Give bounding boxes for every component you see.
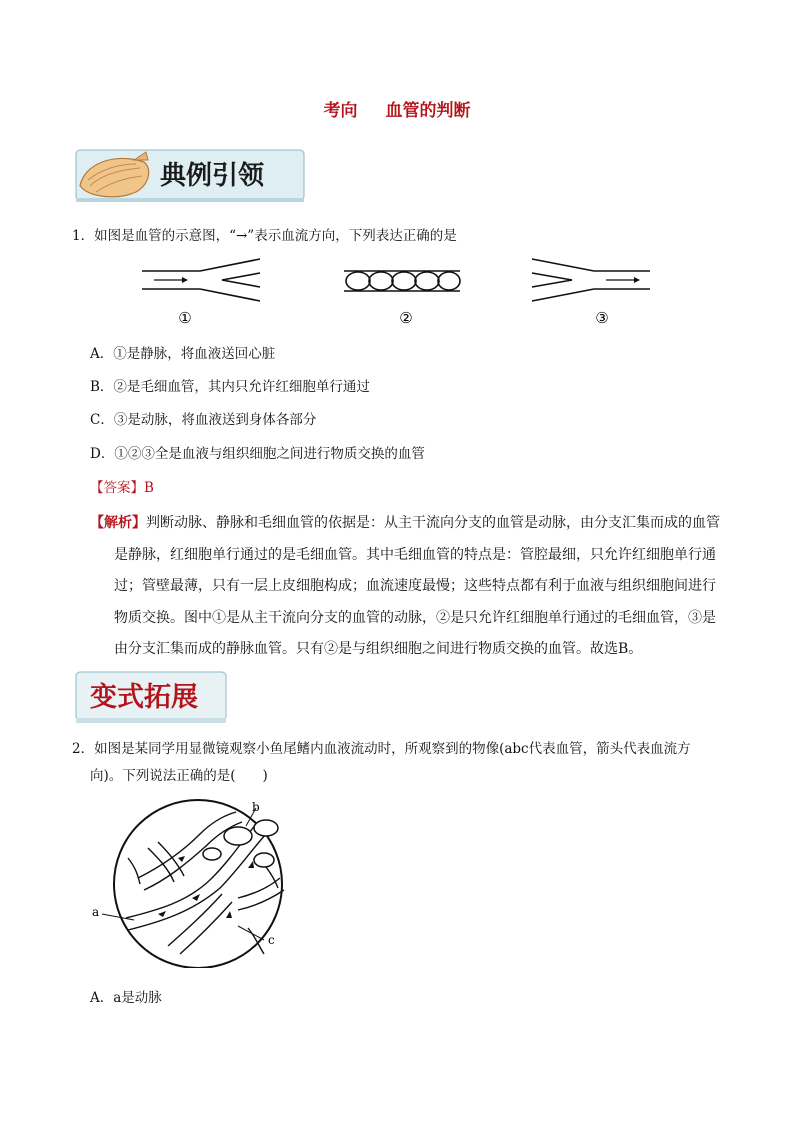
page-title xyxy=(0,96,794,121)
option-b: B．②是毛细血管，其内只允许红细胞单行通过 xyxy=(90,379,370,395)
microscope-figure xyxy=(88,798,308,968)
figure-label-1: ① xyxy=(178,309,192,327)
svg-text:典例引领: 典例引领 xyxy=(160,161,265,191)
option-d: D．①②③全是血液与组织细胞之间进行物质交换的血管 xyxy=(90,446,425,462)
analysis-line-1: 【解析】判断动脉、静脉和毛细血管的依据是：从主干流向分支的血管是动脉，由分支汇集而成的血管 xyxy=(90,515,720,531)
title-part1: 考向 xyxy=(323,101,358,121)
question-2-stem-line2: 向)。下列说法正确的是( ) xyxy=(90,768,268,784)
arrow-icon xyxy=(606,277,640,283)
vessel-figure xyxy=(138,255,658,329)
analysis-line-5: 由分支汇集而成的静脉血管。只有②是与组织细胞之间进行物质交换的血管。故选B。 xyxy=(114,641,643,657)
figure-label-2: ② xyxy=(399,309,413,327)
label-b: b xyxy=(252,800,260,814)
section-banner-extension xyxy=(74,669,230,725)
analysis-line-2: 是静脉，红细胞单行通过的是毛细血管。其中毛细血管的特点是：管腔最细，只允许红细胞单行通 xyxy=(114,546,716,563)
section-banner-examples xyxy=(74,146,306,204)
banner-graphic xyxy=(74,146,306,204)
analysis-tag: 【解析】 xyxy=(90,515,146,531)
figure-label-3: ③ xyxy=(595,309,609,327)
q2-option-a: A．a是动脉 xyxy=(90,990,162,1006)
option-a: A．①是静脉，将血液送回心脏 xyxy=(90,346,276,362)
question-2-stem-line1: 2．如图是某同学用显微镜观察小鱼尾鳍内血液流动时，所观察到的物像(abc代表血管，箭头代表血流方 xyxy=(72,741,691,757)
svg-text:变式拓展: 变式拓展 xyxy=(90,682,198,713)
title-part2: 血管的判断 xyxy=(385,101,471,121)
analysis-block xyxy=(90,508,730,666)
answer-line xyxy=(90,476,154,496)
vessel-2-capillary xyxy=(344,271,460,291)
analysis-line-4: 物质交换。图中①是从主干流向分支的血管的动脉，②是只允许红细胞单行通过的毛细血管，③是 xyxy=(114,609,716,626)
answer-tag: 【答案】 xyxy=(90,480,144,496)
arrow-icon xyxy=(154,277,188,283)
option-c: C．③是动脉，将血液送到身体各部分 xyxy=(90,412,317,428)
analysis-line-3: 过；管壁最薄，只有一层上皮细胞构成；血流速度最慢；这些特点都有利于血液与组织细胞间进行 xyxy=(114,578,716,594)
answer-value: B xyxy=(144,480,154,496)
label-a: a xyxy=(92,905,100,919)
banner-graphic xyxy=(74,669,230,725)
label-c: c xyxy=(268,933,275,947)
question-1-stem: 1．如图是血管的示意图，“→”表示血流方向，下列表达正确的是 xyxy=(72,228,457,244)
